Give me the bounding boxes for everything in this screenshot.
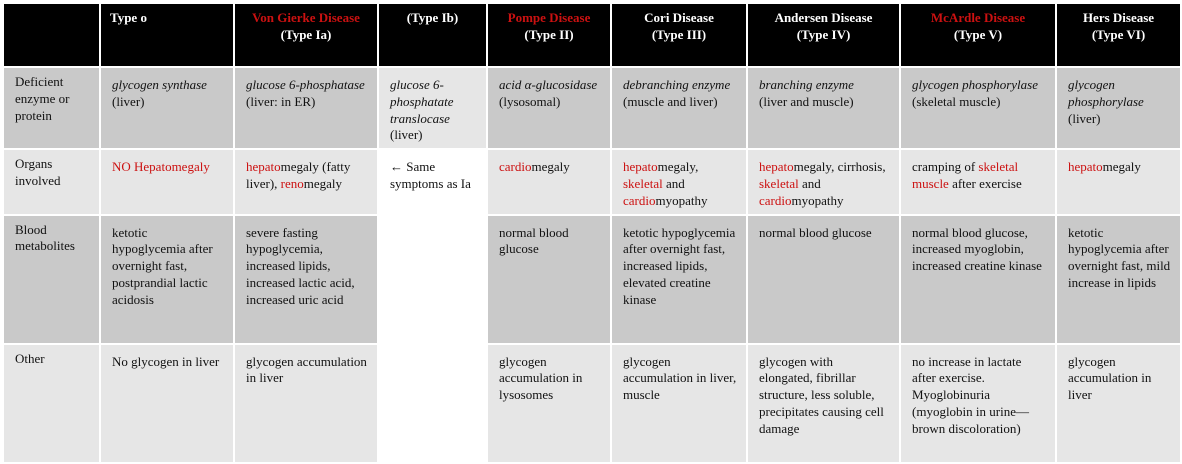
- header-type-v: McArdle Disease (Type V): [900, 3, 1056, 67]
- header-type-iv: Andersen Disease (Type IV): [747, 3, 900, 67]
- glycogen-storage-disease-table: [2, 2, 1182, 464]
- row-label-enzyme: Deficient enzyme or protein: [3, 67, 100, 149]
- cell-enzyme-ii: acid α-glucosidase (lysosomal): [487, 67, 611, 149]
- cell-organs-ib: ← Same symptoms as Ia: [378, 149, 487, 462]
- row-blood-metabolites: [3, 215, 1181, 344]
- cell-enzyme-iv: branching enzyme (liver and muscle): [747, 67, 900, 149]
- cell-enzyme-type0: glycogen synthase (liver): [100, 67, 234, 149]
- header-row: [3, 3, 1181, 67]
- cell-organs-ia: hepatomegaly (fatty liver), renomegaly: [234, 149, 378, 214]
- cell-enzyme-ib: glucose 6-phosphatate translocase (liver): [378, 67, 487, 149]
- row-label-other: Other: [3, 344, 100, 463]
- header-type-ib: (Type Ib): [378, 3, 487, 67]
- cell-organs-type0: NO Hepatomegaly: [100, 149, 234, 214]
- cell-blood-iii: ketotic hypoglycemia after overnight fast, increased lipids, elevated creatine kinase: [611, 215, 747, 344]
- cell-other-vi: glycogen accumulation in liver: [1056, 344, 1181, 463]
- header-type-vi: Hers Disease (Type VI): [1056, 3, 1181, 67]
- header-type-ii: Pompe Disease (Type II): [487, 3, 611, 67]
- cell-organs-iii: hepatomegaly, skeletal and cardiomyopathy: [611, 149, 747, 214]
- cell-blood-ii: normal blood glucose: [487, 215, 611, 344]
- cell-organs-v: cramping of skeletal muscle after exercise: [900, 149, 1056, 214]
- cell-enzyme-iii: debranching enzyme (muscle and liver): [611, 67, 747, 149]
- header-type-iii: Cori Disease (Type III): [611, 3, 747, 67]
- cell-blood-v: normal blood glucose, increased myoglobin, increased creatine kinase: [900, 215, 1056, 344]
- row-label-organs: Organs involved: [3, 149, 100, 214]
- cell-other-iii: glycogen accumulation in liver, muscle: [611, 344, 747, 463]
- cell-blood-type0: ketotic hypoglycemia after overnight fast, postprandial lactic acidosis: [100, 215, 234, 344]
- cell-enzyme-ia: glucose 6-phosphatase (liver: in ER): [234, 67, 378, 149]
- cell-other-ia: glycogen accumulation in liver: [234, 344, 378, 463]
- cell-blood-iv: normal blood glucose: [747, 215, 900, 344]
- cell-enzyme-vi: glycogen phosphorylase (liver): [1056, 67, 1181, 149]
- cell-blood-vi: ketotic hypoglycemia after overnight fast, mild increase in lipids: [1056, 215, 1181, 344]
- cell-other-type0: No glycogen in liver: [100, 344, 234, 463]
- cell-other-iv: glycogen with elongated, fibrillar structure, less soluble, precipitates causing cell damage: [747, 344, 900, 463]
- header-type-0: Type o: [100, 3, 234, 67]
- row-other: [3, 344, 1181, 463]
- cell-organs-vi: hepatomegaly: [1056, 149, 1181, 214]
- corner-cell: [3, 3, 100, 67]
- cell-organs-ii: cardiomegaly: [487, 149, 611, 214]
- row-organs-involved: [3, 149, 1181, 214]
- cell-other-ii: glycogen accumulation in lysosomes: [487, 344, 611, 463]
- cell-organs-iv: hepatomegaly, cirrhosis, skeletal and cardiomyopathy: [747, 149, 900, 214]
- header-type-ia: Von Gierke Disease (Type Ia): [234, 3, 378, 67]
- row-label-blood: Blood metabolites: [3, 215, 100, 344]
- cell-other-v: no increase in lactate after exercise. Myoglobinuria (myoglobin in urine—brown discoloration): [900, 344, 1056, 463]
- cell-blood-ia: severe fasting hypoglycemia, increased lipids, increased lactic acid, increased uric acid: [234, 215, 378, 344]
- cell-enzyme-v: glycogen phosphorylase (skeletal muscle): [900, 67, 1056, 149]
- row-deficient-enzyme: [3, 67, 1181, 149]
